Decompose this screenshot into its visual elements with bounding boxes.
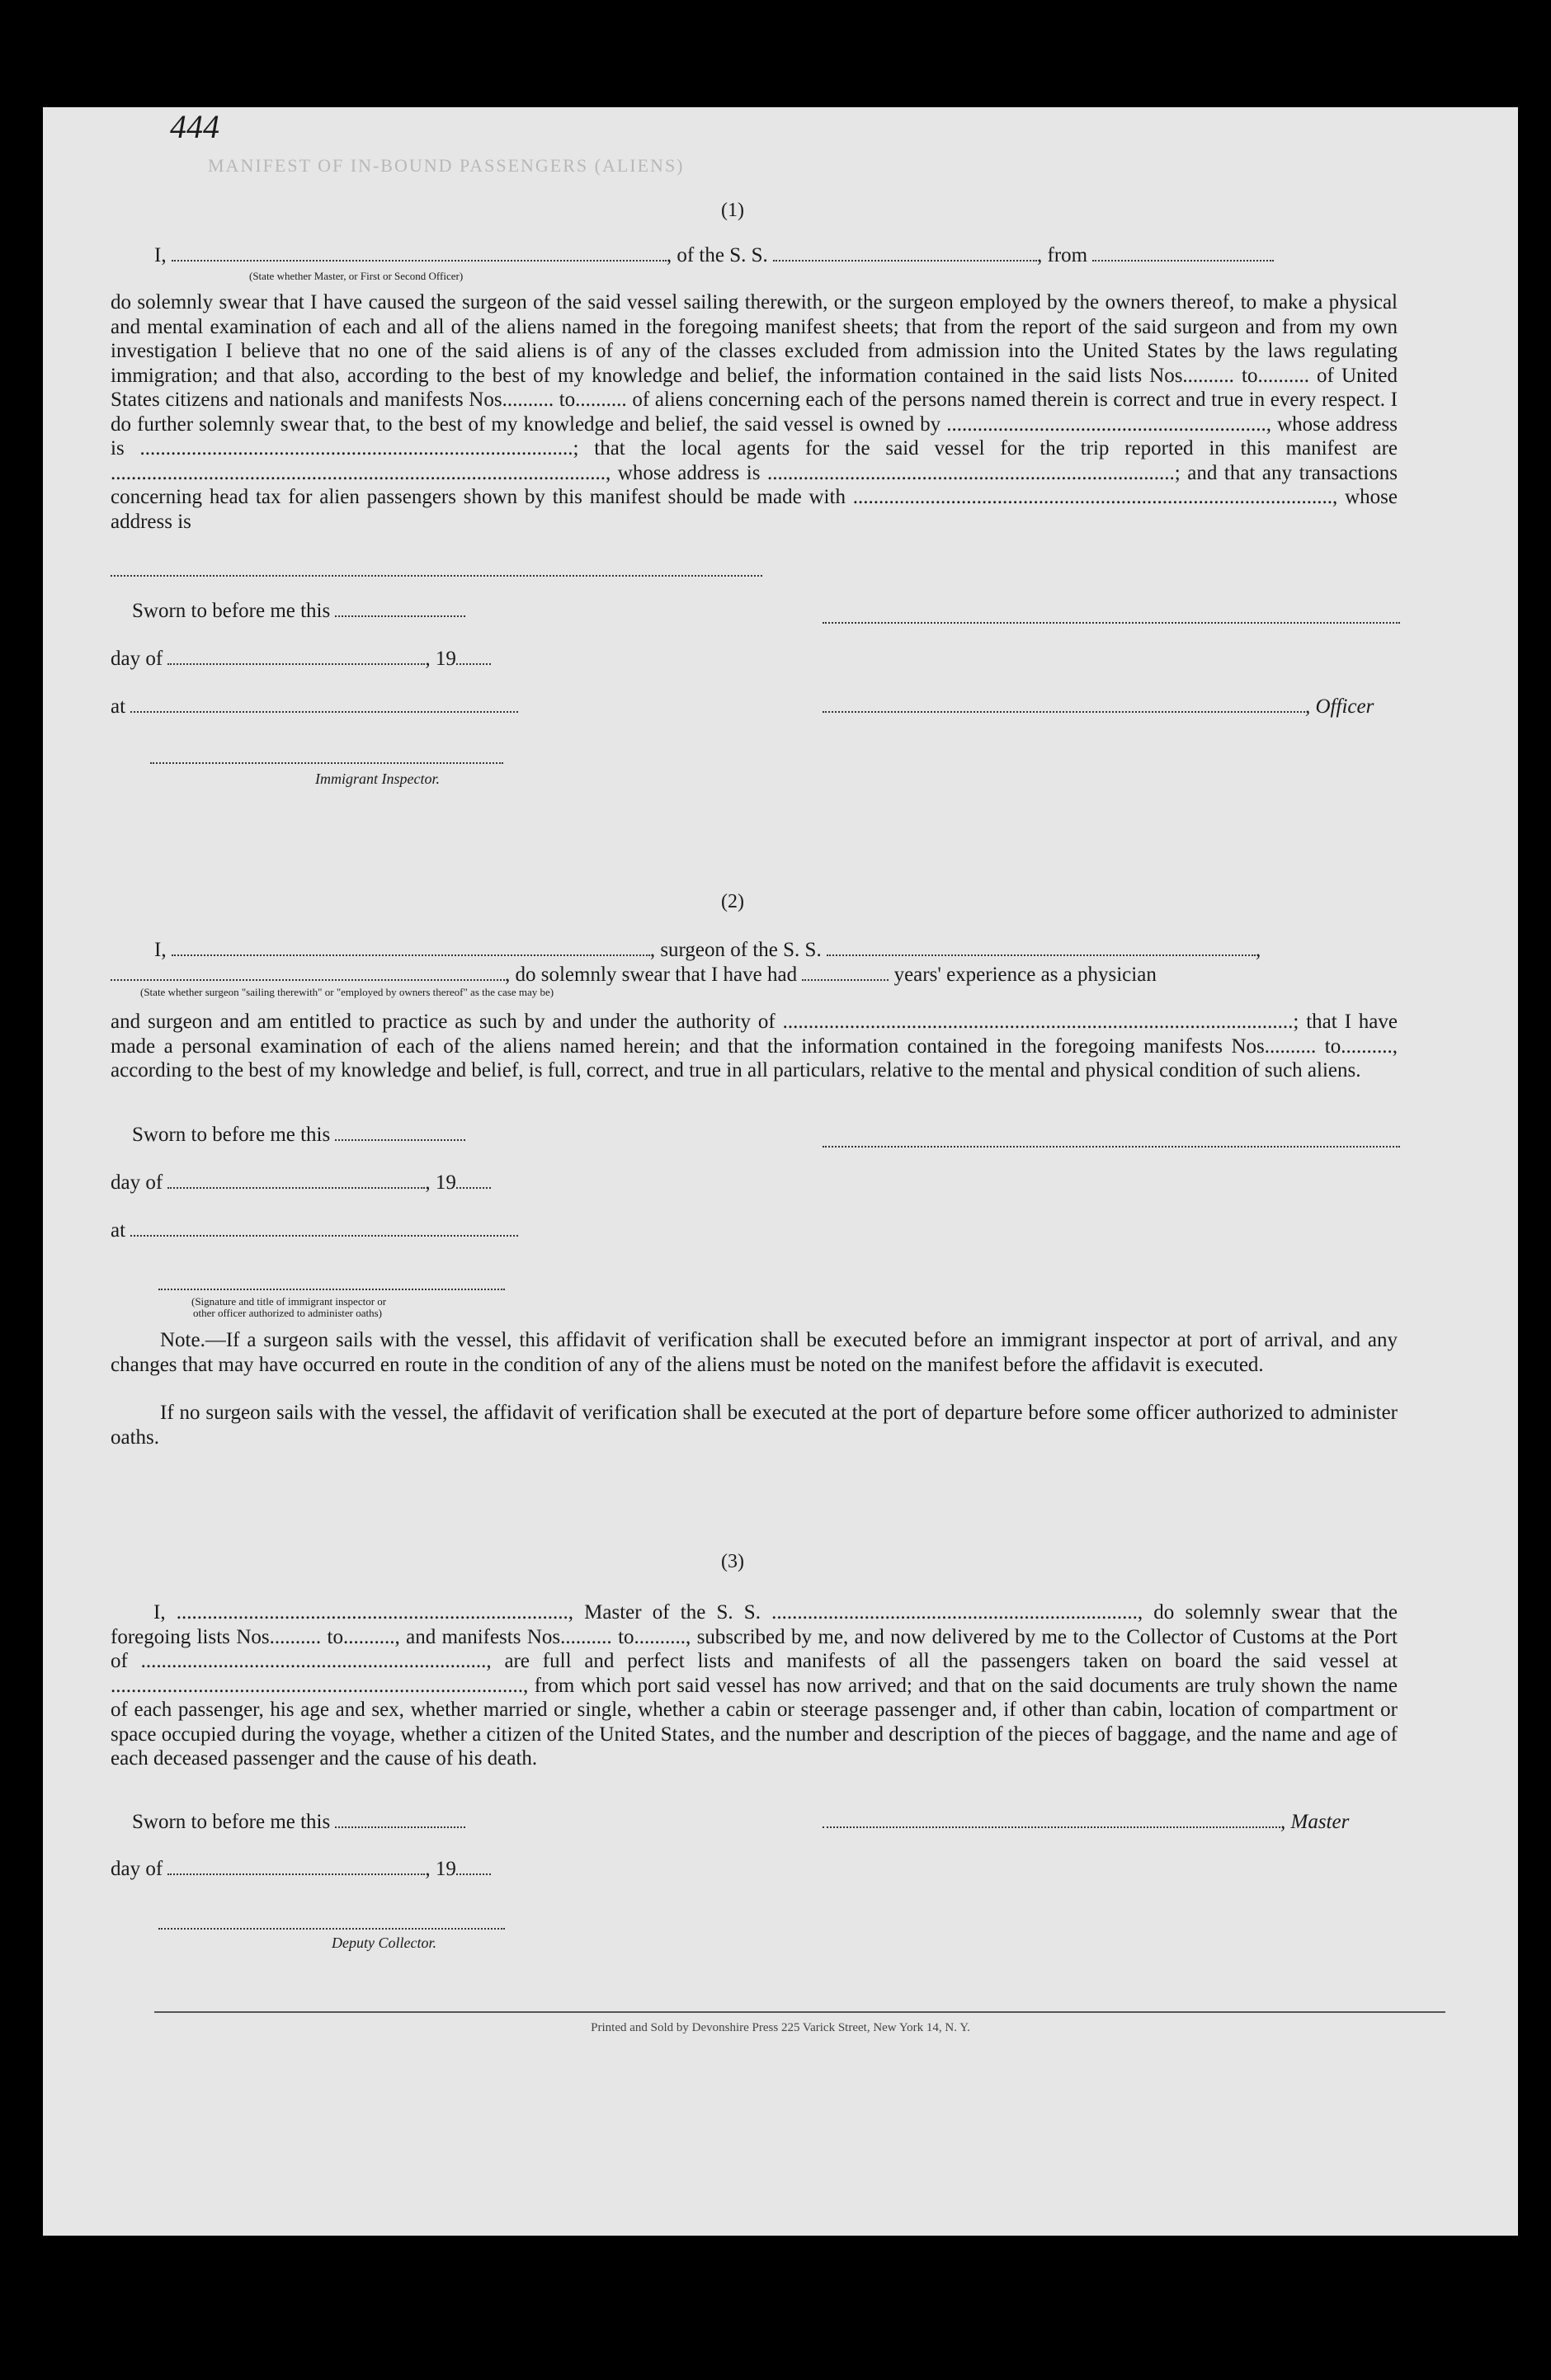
section-1-day-of: day of , 19: [111, 648, 491, 671]
section-2-day-of: day of , 19: [111, 1171, 491, 1195]
section-1-continuation-line: [111, 573, 762, 577]
section-1-first-line: I, , of the S. S. , from: [154, 244, 1274, 267]
inspector-caption: Immigrant Inspector.: [315, 771, 440, 787]
section-1-officer-line: , Officer: [823, 695, 1374, 719]
section-3-paragraph: I, ............................................................................, Master of the S. S. ......................................................................., do solemnly swear that the foregoing lists Nos.......... to.........., and manifests Nos.......... to.........., subscribed by me, and now delivered by me to the Collector of Customs at the Port of ..................................................................., are full and perfect lists and manifests of all the passengers taken on board the said vessel at ................................................................................, from which port said vessel has now arrived; and that on the said documents are truly shown the name of each passenger, his age and sex, whether married or single, whether a cabin or steerage passenger and, if other than cabin, location of compartment or space occupied during the voyage, whether a citizen of the United States, and the number and description of the pieces of baggage, and the name and age of each deceased passenger and the cause of his death.: [111, 1601, 1398, 1770]
document-page: [43, 107, 1518, 2236]
collector-caption: Deputy Collector.: [332, 1935, 436, 1951]
bleed-through-header: MANIFEST OF IN-BOUND PASSENGERS (ALIENS): [208, 155, 685, 176]
section-1-caption: (State whether Master, or First or Second Officer): [249, 270, 464, 282]
note-paragraph-2: If no surgeon sails with the vessel, the affidavit of verification shall be executed at the port of departure before some officer authorized to administer oaths.: [111, 1402, 1398, 1449]
section-2-signature-line: [823, 1144, 1400, 1148]
section-1-at: at: [111, 695, 518, 719]
inspector-signature-line: [150, 761, 503, 764]
section-1-number: (1): [721, 200, 744, 221]
section-2-number: (2): [721, 891, 744, 912]
section-1-paragraph: do solemnly swear that I have caused the surgeon of the said vessel sailing therewith, or the surgeon employed by the owners thereof, to make a physical and mental examination of each and all of the aliens named in the foregoing manifest sheets; that from the report of the said surgeon and from my own investigation I believe that no one of the said aliens is of any of the classes excluded from admission into the United States by the laws regulating immigration; and that also, according to the best of my knowledge and belief, the information contained in the said lists Nos.......... to.......... of United States citizens and nationals and manifests Nos.......... to.......... of aliens concerning each of the persons named therein is correct and true in every respect. I do further solemnly swear that, to the best of my knowledge and belief, the said vessel is owned by .............................................................., whose address is ....................................................................................; that the local agents for the said vessel for the trip reported in this manifest are ................................................................................................, whose address is ...............................................................................; and that any transactions concerning head tax for alien passengers shown by this manifest should be made with ............................................................................................., whose address is: [111, 291, 1398, 533]
section-3-master-line: , Master: [823, 1811, 1349, 1834]
section-2-first-line: I, , surgeon of the S. S. ,: [154, 939, 1261, 961]
stamp-number: 444: [170, 108, 219, 145]
collector-signature-line: [158, 1926, 505, 1930]
section-2-second-line: , do solemnly swear that I have had years' experience as a physician: [111, 964, 1157, 987]
section-3-number: (3): [721, 1551, 744, 1572]
footer-rule: [154, 2011, 1445, 2013]
section-2-at: at: [111, 1219, 518, 1242]
section-3-sworn: Sworn to before me this: [132, 1811, 465, 1834]
section-1-signature-line: [823, 620, 1400, 624]
section-2-inspector-line: [158, 1287, 505, 1290]
signature-caption-2: other officer authorized to administer oaths): [193, 1307, 382, 1319]
section-3-day-of: day of , 19: [111, 1858, 491, 1881]
section-2-sworn: Sworn to before me this: [132, 1124, 465, 1147]
printer-footer: Printed and Sold by Devonshire Press 225 Varick Street, New York 14, N. Y.: [591, 2021, 970, 2034]
section-2-caption: (State whether surgeon "sailing therewith" or "employed by owners thereof" as the case may be): [140, 986, 554, 998]
note-paragraph-1: Note.—If a surgeon sails with the vessel, this affidavit of verification shall be executed before an immigrant inspector at port of arrival, and any changes that may have occurred en route in the condition of any of the aliens must be noted on the manifest before the affidavit is executed.: [111, 1329, 1398, 1376]
section-2-paragraph: and surgeon and am entitled to practice as such by and under the authority of ...................................................................................................; that I have made a personal examination of each of the aliens named herein; and that the information contained in the foregoing manifests Nos.......... to.........., according to the best of my knowledge and belief, is full, correct, and true in all particulars, relative to the mental and physical condition of such aliens.: [111, 1011, 1398, 1082]
section-1-sworn: Sworn to before me this: [132, 600, 465, 623]
signature-caption-1: (Signature and title of immigrant inspector or: [191, 1295, 387, 1308]
